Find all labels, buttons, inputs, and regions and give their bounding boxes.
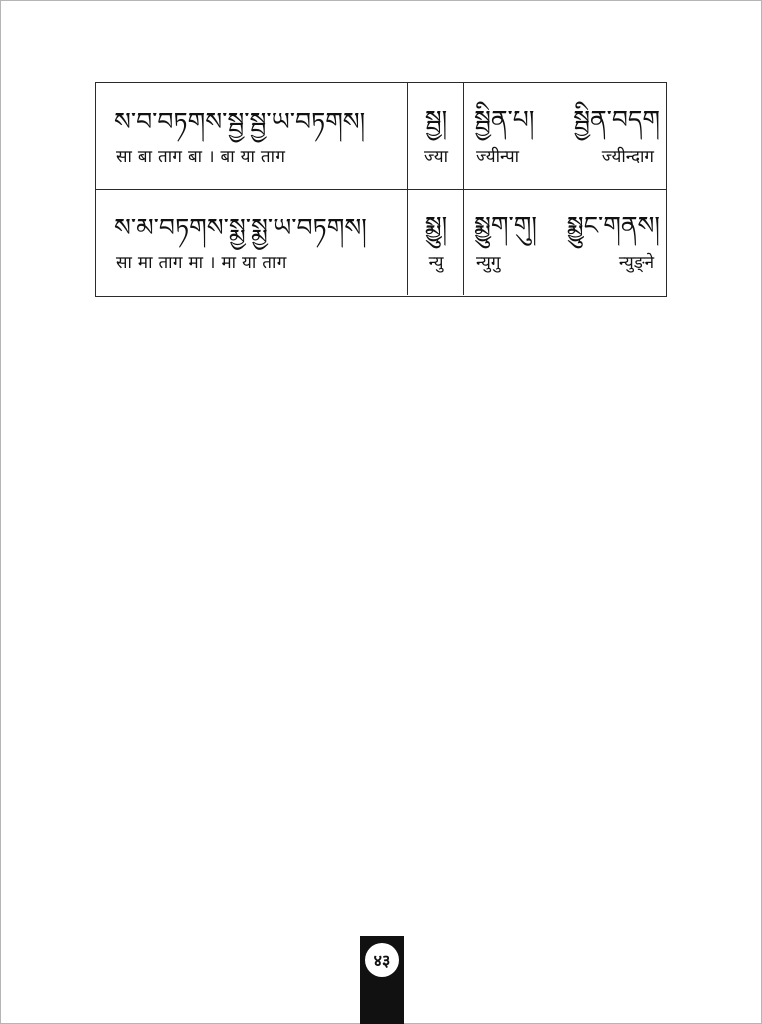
stack-devanagari: ज्या: [424, 147, 448, 167]
stack-tibetan: སྦྱ།: [424, 105, 448, 134]
word1-tibetan: སྦྱིན་པ།: [474, 105, 535, 134]
word1-tibetan: སྨྱུག་གུ།: [474, 211, 537, 240]
word2-tibetan: སྨྱུང་གནས།: [566, 211, 660, 240]
rule-cell: [96, 189, 408, 295]
rule-tibetan: ས་བ་བཏགས་སྦྱ་སྦྱ་ཡ་བཏགས།: [114, 107, 366, 136]
word2-devanagari: ज्यीन्दाग: [601, 147, 654, 167]
page-number-tab: [360, 936, 404, 1024]
table-row: [96, 83, 666, 190]
stack-devanagari: न्यु: [428, 253, 444, 273]
word1-devanagari: ज्यीन्पा: [476, 147, 520, 167]
lesson-table: [95, 82, 667, 297]
example-words-cell: [464, 83, 668, 189]
rule-cell: [96, 83, 408, 189]
stack-cell: [408, 83, 464, 189]
rule-tibetan: ས་མ་བཏགས་སྨྱ་སྨྱ་ཡ་བཏགས།: [114, 213, 367, 242]
stack-tibetan: སྨྱུ།: [424, 211, 448, 240]
word2-tibetan: སྦྱིན་བདག: [573, 105, 660, 134]
word2-devanagari: न्युङ्ने: [618, 253, 654, 273]
table-row: [96, 189, 666, 295]
rule-devanagari: सा बा ताग बा । बा या ताग: [116, 147, 286, 167]
page-number: ४३: [365, 943, 399, 977]
word1-devanagari: न्युगु: [476, 253, 501, 273]
rule-devanagari: सा मा ताग मा । मा या ताग: [116, 253, 287, 273]
example-words-cell: [464, 189, 668, 295]
stack-cell: [408, 189, 464, 295]
